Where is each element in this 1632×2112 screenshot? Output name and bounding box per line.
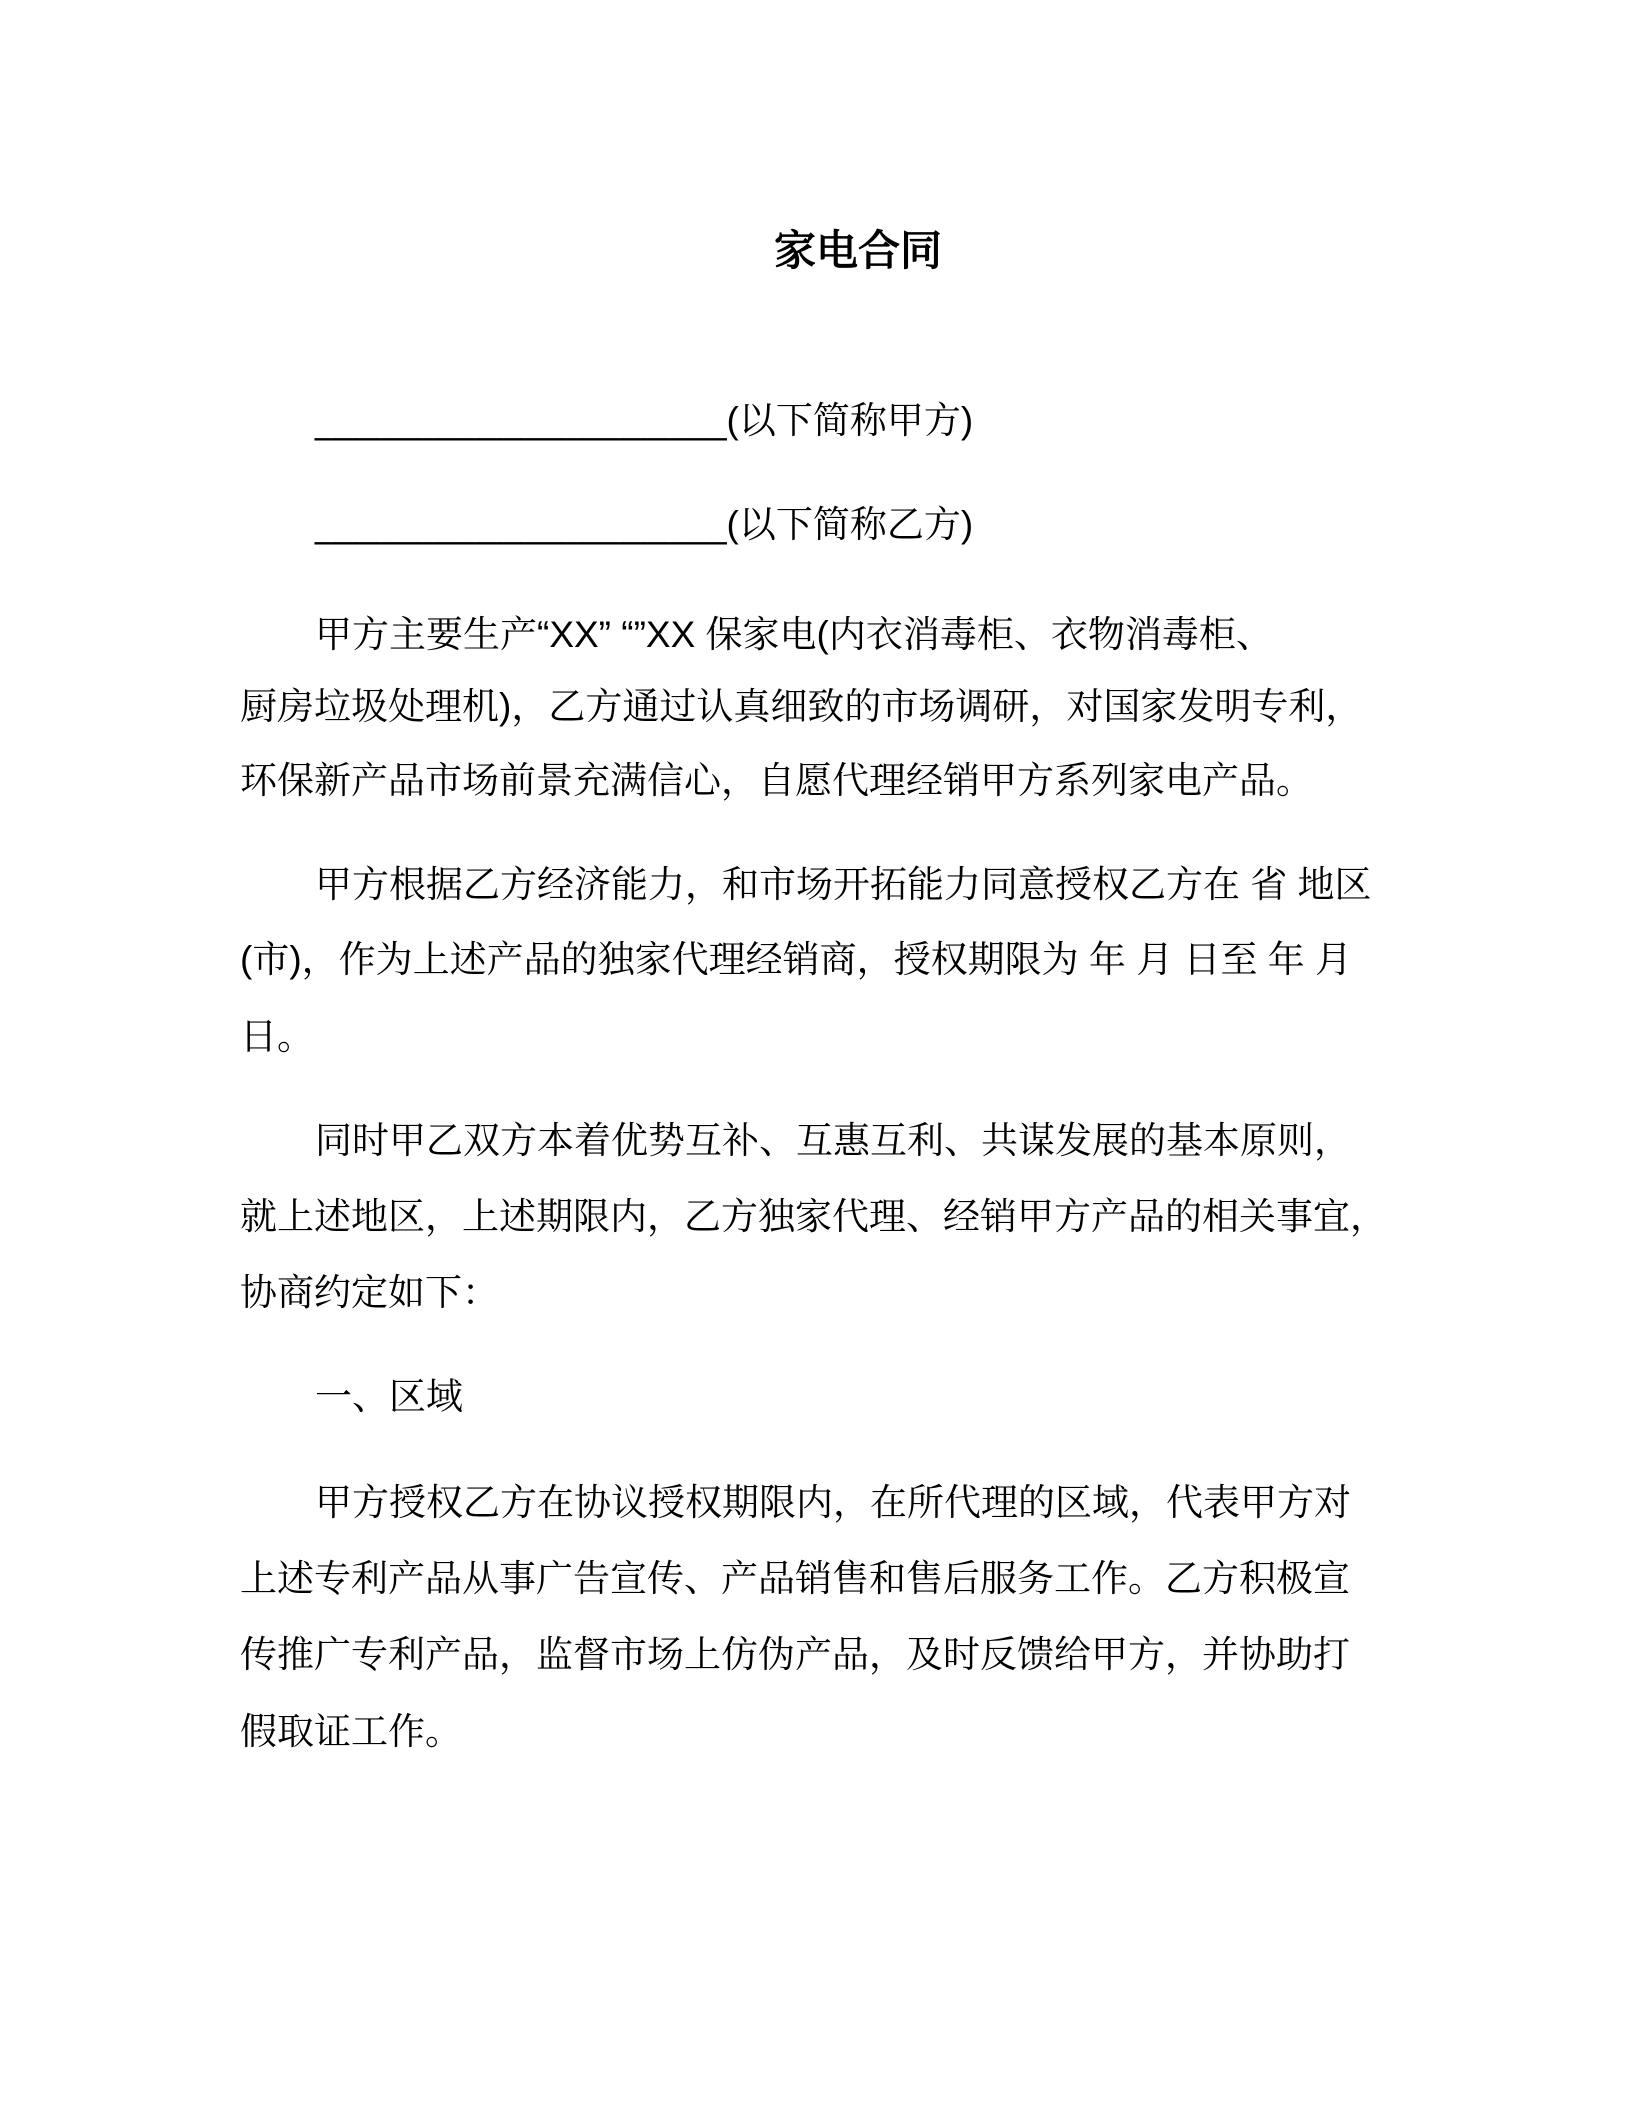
paragraph-line: 同时甲乙双方本着优势互补、互惠互利、共谋发展的基本原则， <box>315 1120 1351 1161</box>
paragraph-line: 环保新产品市场前景充满信心，自愿代理经销甲方系列家电产品。 <box>240 760 1313 801</box>
document-title: 家电合同 <box>773 227 942 274</box>
paragraph-line: 协商约定如下： <box>240 1272 499 1313</box>
paragraph-line: 甲方主要生产“XX” “”XX 保家电(内衣消毒柜、衣物消毒柜、 <box>315 614 1273 655</box>
paragraph-line: 就上述地区，上述期限内，乙方独家代理、经销甲方产品的相关事宜， <box>240 1196 1387 1237</box>
paragraph-line: 假取证工作。 <box>240 1711 462 1752</box>
paragraph-line: 上述专利产品从事广告宣传、产品销售和售后服务工作。乙方积极宣 <box>240 1558 1350 1599</box>
paragraph-line: 传推广专利产品，监督市场上仿伪产品，及时反馈给甲方，并协助打 <box>240 1634 1350 1675</box>
paragraph-line: 日。 <box>240 1016 314 1057</box>
section-heading-region: 一、区域 <box>315 1376 463 1417</box>
paragraph-line: (市)，作为上述产品的独家代理经销商，授权期限为 年 月 日至 年 月 <box>240 939 1353 980</box>
paragraph-line: 厨房垃圾处理机)，乙方通过认真细致的市场调研，对国家发明专利， <box>240 686 1363 727</box>
party-a-line: ____________________(以下简称甲方) <box>315 400 974 441</box>
paragraph-line: 甲方授权乙方在协议授权期限内，在所代理的区域，代表甲方对 <box>315 1482 1351 1523</box>
party-b-line: ____________________(以下简称乙方) <box>315 504 974 545</box>
paragraph-line: 甲方根据乙方经济能力，和市场开拓能力同意授权乙方在 省 地区 <box>315 864 1372 905</box>
